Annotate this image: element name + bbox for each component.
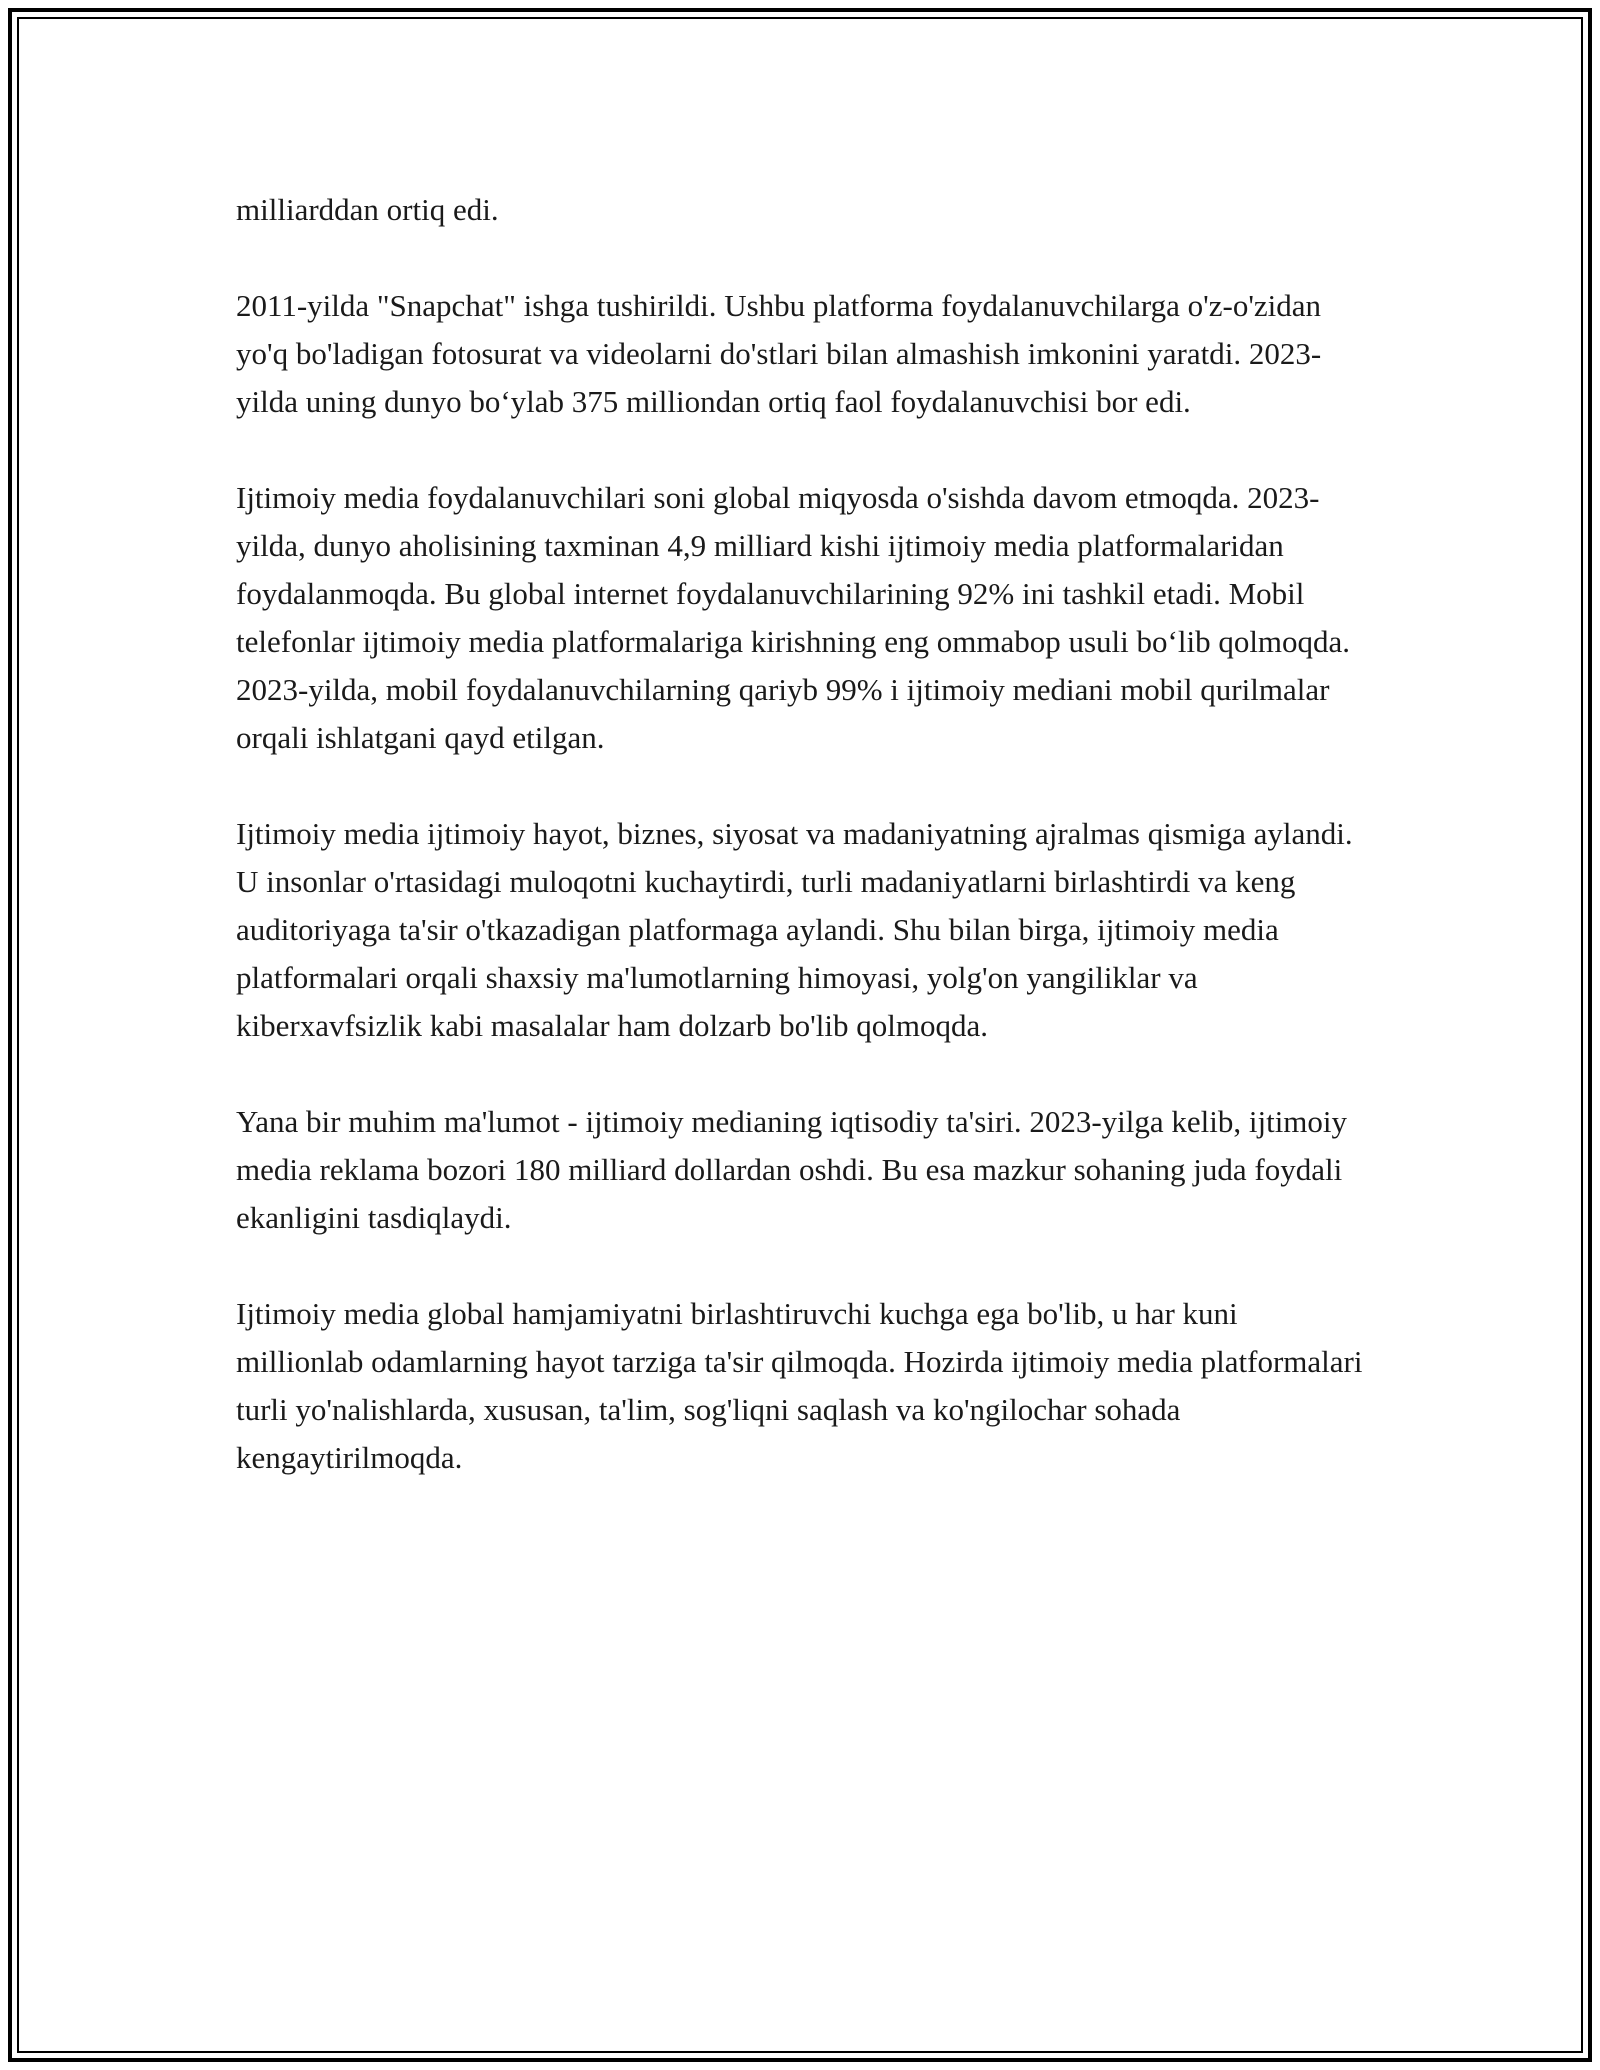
document-body [236, 186, 1366, 1482]
paragraph-conclusion: Ijtimoiy media global hamjamiyatni birlashtiruvchi kuchga ega bo'lib, u har kuni millionlab odamlarning hayot tarziga ta'sir qilmoqda. Hozirda ijtimoiy media platformalari turli yo'nalishlarda, xususan, ta'lim, sog'liqni saqlash va ko'ngilochar sohada kengaytirilmoqda. [236, 1296, 1363, 1475]
paragraph-economic-impact: Yana bir muhim ma'lumot - ijtimoiy medianing iqtisodiy ta'siri. 2023-yilga kelib, ijtimoiy media reklama bozori 180 milliard dollardan oshdi. Bu esa mazkur sohaning juda foydali ekanligini tasdiqlaydi. [236, 1104, 1348, 1235]
paragraph-snapchat: 2011-yilda "Snapchat" ishga tushirildi. Ushbu platforma foydalanuvchilarga o'z-o'zidan yo'q bo'ladigan fotosurat va videolarni do'stlari bilan almashish imkonini yaratdi. 2023-yilda uning dunyo bo‘ylab 375 milliondan ortiq faol foydalanuvchisi bor edi. [236, 288, 1322, 419]
paragraph-user-growth: Ijtimoiy media foydalanuvchilari soni global miqyosda o'sishda davom etmoqda. 2023-yilda, dunyo aholisining taxminan 4,9 milliard kishi ijtimoiy media platformalaridan foydalanmoqda. Bu global internet foydalanuvchilarining 92% ini tashkil etadi. Mobil telefonlar ijtimoiy media platformalariga kirishning eng ommabop usuli bo‘lib qolmoqda. 2023-yilda, mobil foydalanuvchilarning qariyb 99% i ijtimoiy mediani mobil qurilmalar orqali ishlatgani qayd etilgan. [236, 480, 1351, 755]
paragraph-social-impact: Ijtimoiy media ijtimoiy hayot, biznes, siyosat va madaniyatning ajralmas qismiga aylandi. U insonlar o'rtasidagi muloqotni kuchaytirdi, turli madaniyatlarni birlashtirdi va keng auditoriyaga ta'sir o'tkazadigan platformaga aylandi. Shu bilan birga, ijtimoiy media platformalari orqali shaxsiy ma'lumotlarning himoyasi, yolg'on yangiliklar va kiberxavfsizlik kabi masalalar ham dolzarb bo'lib qolmoqda. [236, 816, 1353, 1043]
paragraph-continuation: milliarddan ortiq edi. [236, 192, 499, 227]
